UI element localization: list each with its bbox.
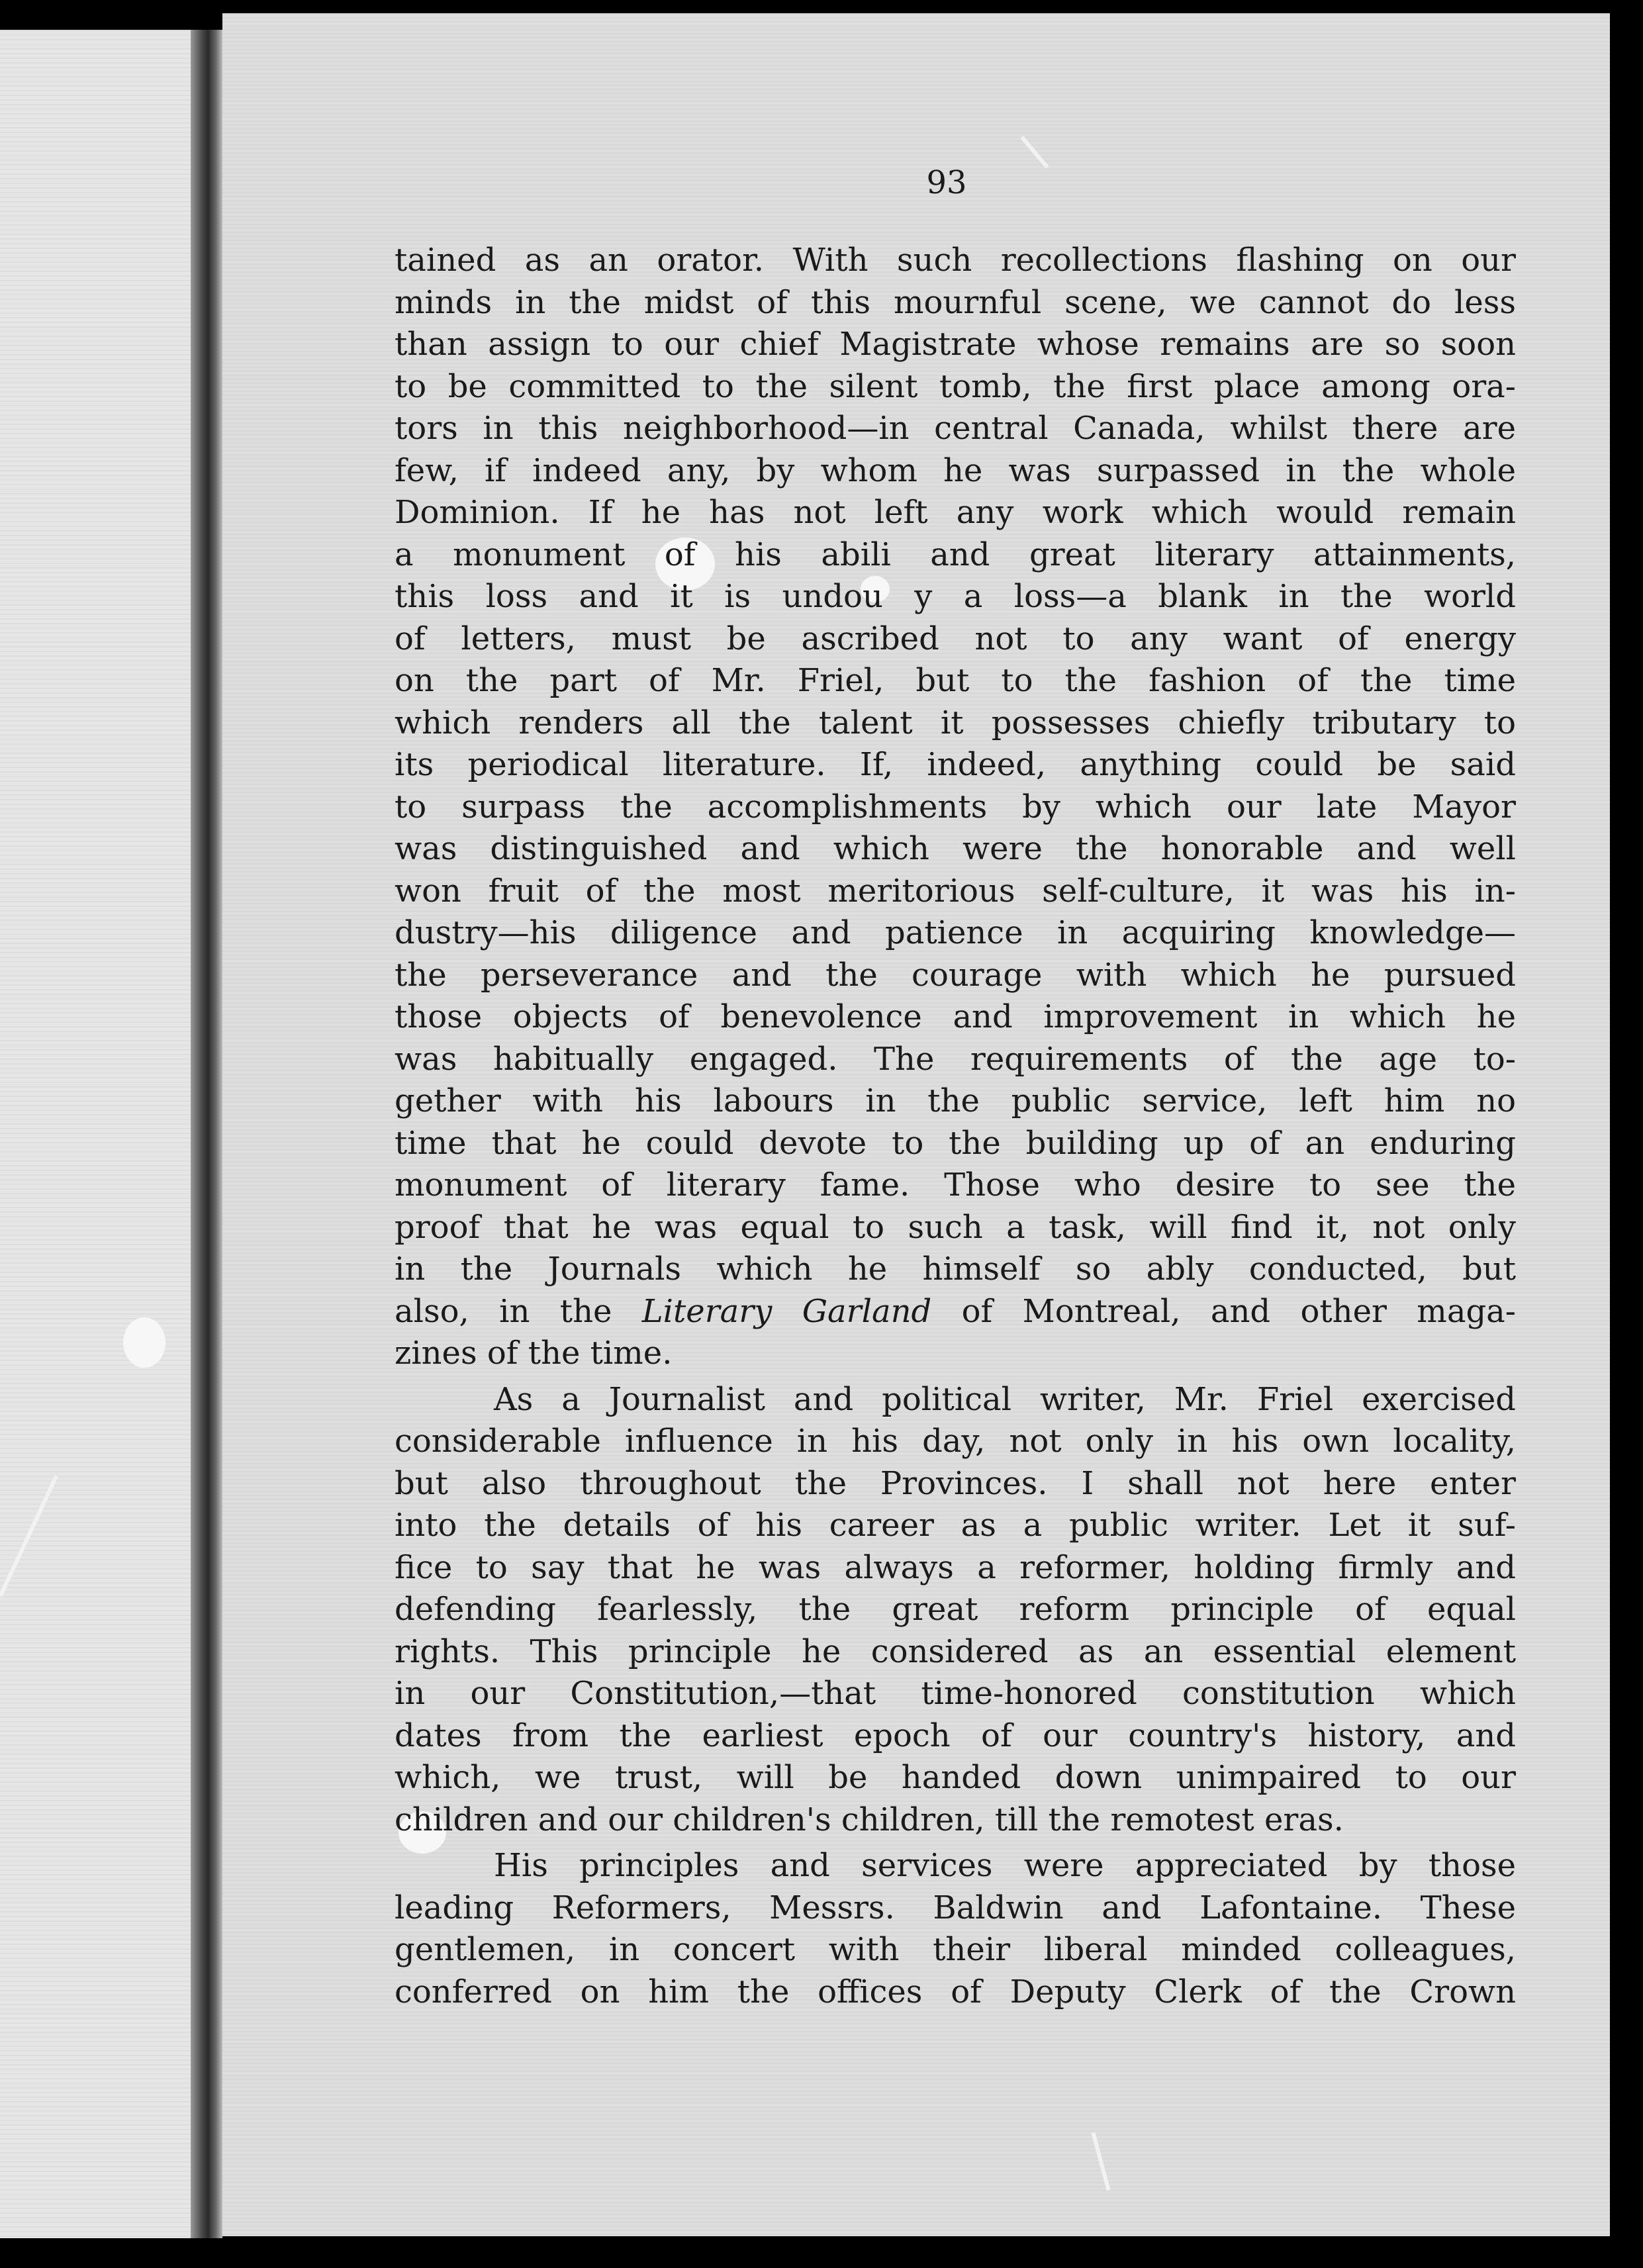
text-line: was distinguished and which were the honorable and well [395,830,1516,867]
text-line: dustry—his diligence and patience in acquiring knowledge— [395,914,1516,951]
text-line: was habitually engaged. The requirements of the age to- [395,1040,1516,1078]
text-line: which, we trust, will be handed down unimpaired to our [395,1759,1516,1796]
text-line: this loss and it is undou y a loss—a blank in the world [395,578,1516,615]
text-line: time that he could devote to the building up of an enduring [395,1124,1516,1162]
text-line: As a Journalist and political writer, Mr. Friel exercised [494,1380,1516,1418]
book-gutter [191,30,222,2238]
text-line: leading Reformers, Messrs. Baldwin and Lafontaine. These [395,1889,1516,1926]
text-line: a monument of his abili and great literary attainments, [395,536,1516,573]
text-line: the perseverance and the courage with which he pursued [395,956,1516,994]
text-line: defending fearlessly, the great reform principle of equal [395,1591,1516,1628]
text-line: to surpass the accomplishments by which our late Mayor [395,788,1516,826]
text-line: dates from the earliest epoch of our country's history, and [395,1717,1516,1754]
text-line: to be committed to the silent tomb, the first place among ora- [395,367,1516,405]
text-line: His principles and services were appreciated by those [494,1847,1516,1884]
page-border [1610,13,1643,2236]
text-line: Dominion. If he has not left any work which would remain [395,494,1516,531]
page-number: 93 [926,164,967,201]
text-line: in our Constitution,—that time-honored constitution which [395,1675,1516,1712]
text-line: which renders all the talent it possesses chiefly tributary to [395,704,1516,741]
text-line: of letters, must be ascribed not to any want of energy [395,620,1516,657]
text-line: fice to say that he was always a reformer, holding firmly and [395,1548,1516,1586]
text-line: gentlemen, in concert with their liberal minded colleagues, [395,1931,1516,1968]
periodical-title: Literary Garland [641,1292,932,1330]
text-fragment: of Montreal, and other maga- [931,1292,1516,1330]
text-line: rights. This principle he considered as an essential element [395,1632,1516,1670]
text-line: gether with his labours in the public service, left him no [395,1082,1516,1119]
paper-blemish [123,1317,165,1368]
text-line: than assign to our chief Magistrate whose remains are so soon [395,326,1516,363]
text-line: conferred on him the offices of Deputy Clerk of the Crown [395,1973,1516,2010]
text-line: in the Journals which he himself so ably conducted, but [395,1251,1516,1288]
text-line: tors in this neighborhood—in central Canada, whilst there are [395,410,1516,447]
text-line: few, if indeed any, by whom he was surpassed in the whole [395,451,1516,489]
text-line: monument of literary fame. Those who desire to see the [395,1166,1516,1204]
text-line: those objects of benevolence and improvement in which he [395,998,1516,1035]
facing-page-edge [0,30,192,2238]
text-line: minds in the midst of this mournful scene, we cannot do less [395,283,1516,321]
text-line-with-italic-title [395,1291,1516,1333]
body-text [395,240,1516,2013]
text-line: but also throughout the Provinces. I shall not here enter [395,1464,1516,1502]
text-line: children and our children's children, till the remotest eras. [395,1801,1344,1838]
text-line: won fruit of the most meritorious self-culture, it was his in- [395,872,1516,910]
text-line: its periodical literature. If, indeed, anything could be said [395,746,1516,783]
text-line: into the details of his career as a public writer. Let it suf- [395,1507,1516,1544]
text-line: proof that he was equal to such a task, will find it, not only [395,1208,1516,1246]
text-line: considerable influence in his day, not only in his own locality, [395,1423,1516,1460]
text-fragment: also, in the [395,1292,642,1330]
text-line: tained as an orator. With such recollections flashing on our [395,242,1516,279]
text-line: zines of the time. [395,1335,673,1372]
text-line: on the part of Mr. Friel, but to the fashion of the time [395,662,1516,699]
